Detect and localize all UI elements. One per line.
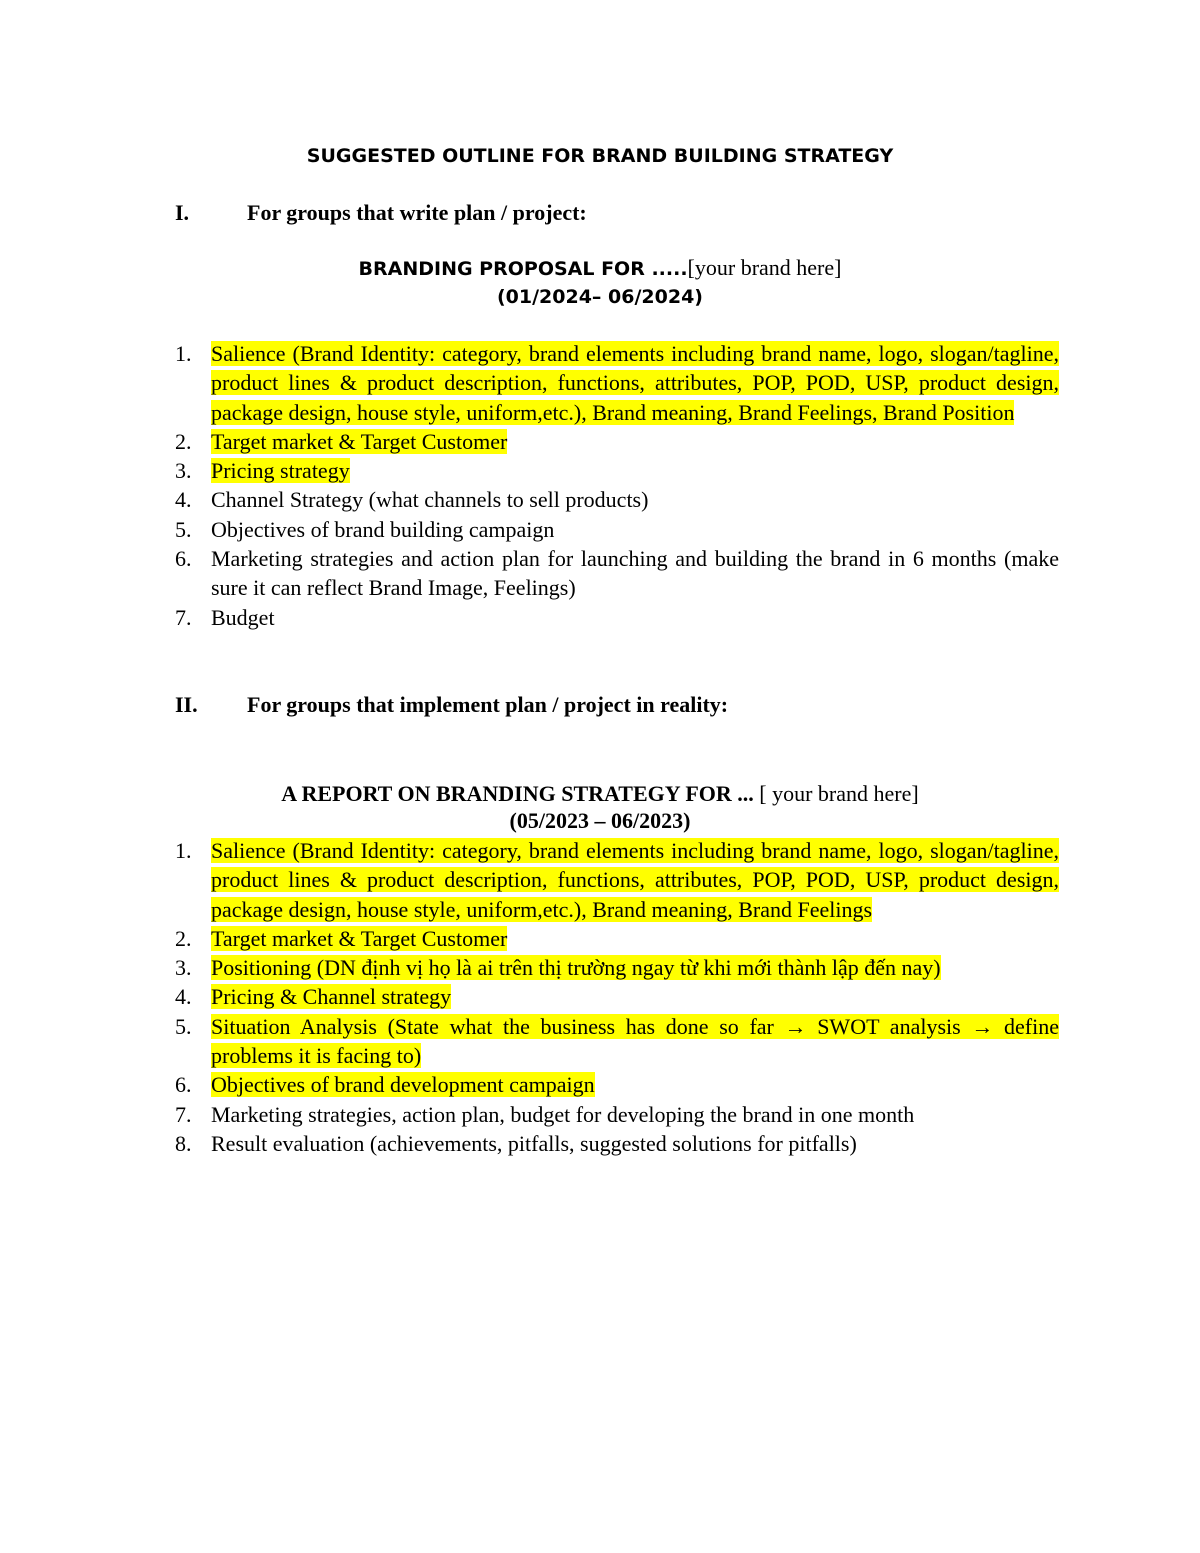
list-item-text: Target market & Target Customer <box>211 925 508 951</box>
list-item-number: 3. <box>175 955 192 981</box>
list-item-text: Marketing strategies and action plan for launching and building the brand in 6 months (make sure it can reflect Brand Image, Feelings) <box>211 546 1059 601</box>
list-item <box>175 1129 1059 1158</box>
section-2-subtitle-normal: [ your brand here] <box>759 781 919 806</box>
list-item <box>175 953 1059 982</box>
list-item-number: 3. <box>175 458 192 484</box>
section-1-subtitle-bold: BRANDING PROPOSAL FOR ..... <box>358 258 688 280</box>
section-1-subtitle <box>0 255 1200 282</box>
list-item-number: 6. <box>175 546 192 572</box>
list-item <box>175 1070 1059 1099</box>
list-item <box>175 485 1059 514</box>
list-item-text: Salience (Brand Identity: category, brand elements including brand name, logo, slogan/tagline, product lines & product description, functions, attributes, POP, POD, USP, product design, package design, house style, uniform,etc.), Brand meaning, Brand Feelings <box>211 838 1059 922</box>
list-item <box>175 544 1059 603</box>
section-1-subtitle-normal: [your brand here] <box>687 255 842 280</box>
list-item-number: 7. <box>175 1101 192 1127</box>
list-item-text: Pricing & Channel strategy <box>211 984 452 1010</box>
list-item-number: 2. <box>175 428 192 454</box>
list-item <box>175 924 1059 953</box>
list-item-number: 1. <box>175 838 192 863</box>
section-1-list <box>175 339 1059 632</box>
list-item-text: Situation Analysis (State what the business has done so far → SWOT analysis → define problems it is facing to) <box>211 1013 1059 1069</box>
section-2-heading <box>175 690 728 720</box>
list-item-text: Objectives of brand building campaign <box>211 516 555 542</box>
list-item-number: 4. <box>175 984 192 1010</box>
list-item <box>175 982 1059 1011</box>
section-2-numeral: II. <box>175 692 198 717</box>
list-item-number: 5. <box>175 516 192 542</box>
section-2-subtitle <box>0 781 1200 807</box>
list-item-text: Target market & Target Customer <box>211 428 508 454</box>
section-2-heading-text: For groups that implement plan / project in reality: <box>247 692 729 717</box>
list-item-number: 7. <box>175 604 192 630</box>
document-title: SUGGESTED OUTLINE FOR BRAND BUILDING STRATEGY <box>306 145 894 167</box>
list-item-text: Positioning (DN định vị họ là ai trên thị trường ngay từ khi mới thành lập đến nay) <box>211 955 941 981</box>
list-item-text: Budget <box>211 604 275 630</box>
list-item <box>175 339 1059 427</box>
section-1-period-text: (01/2024– 06/2024) <box>496 286 703 308</box>
section-2-list <box>175 836 1059 1158</box>
list-item <box>175 515 1059 544</box>
list-item-number: 6. <box>175 1072 192 1098</box>
list-item-text: Pricing strategy <box>211 458 350 484</box>
list-item-number: 8. <box>175 1130 192 1156</box>
list-item <box>175 1100 1059 1129</box>
section-2-subtitle-bold: A REPORT ON BRANDING STRATEGY FOR ... <box>281 781 760 806</box>
section-1-heading <box>175 198 587 228</box>
list-item-number: 2. <box>175 925 192 951</box>
list-item-text: Channel Strategy (what channels to sell products) <box>211 487 649 513</box>
section-2-period-text: (05/2023 – 06/2023) <box>509 808 691 833</box>
list-item <box>175 427 1059 456</box>
list-item-text: Salience (Brand Identity: category, brand elements including brand name, logo, slogan/tagline, product lines & product description, functions, attributes, POP, POD, USP, product design, package design, house style, uniform,etc.), Brand meaning, Brand Feelings, Brand Position <box>211 341 1059 425</box>
list-item <box>175 1012 1059 1071</box>
list-item-number: 5. <box>175 1013 192 1039</box>
list-item-text: Objectives of brand development campaign <box>211 1072 595 1098</box>
list-item <box>175 603 1059 632</box>
list-item-number: 4. <box>175 487 192 513</box>
list-item-number: 1. <box>175 341 192 366</box>
section-1-heading-text: For groups that write plan / project: <box>247 200 587 225</box>
section-1-period <box>0 283 1200 310</box>
list-item <box>175 836 1059 924</box>
list-item <box>175 456 1059 485</box>
section-2-period <box>0 808 1200 834</box>
section-1-numeral: I. <box>175 200 190 225</box>
list-item-text: Marketing strategies, action plan, budget for developing the brand in one month <box>211 1101 915 1127</box>
list-item-text: Result evaluation (achievements, pitfalls, suggested solutions for pitfalls) <box>211 1130 857 1156</box>
